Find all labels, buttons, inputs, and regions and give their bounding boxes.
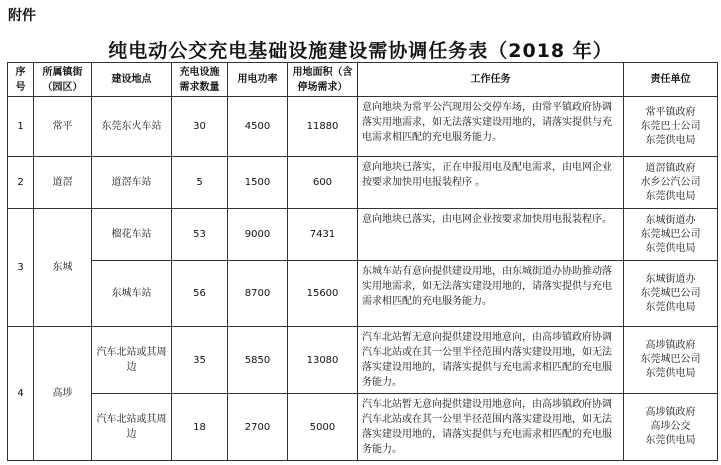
task-description: 东城车站有意向提供建设用地，由东城街道办协助推动落实用地需求，如无法落实建设用地的，请落实提供与充电需求相匹配的充电服务能力。 — [358, 261, 624, 327]
responsible-unit: 东莞供电局 — [645, 368, 696, 379]
row-number: 1 — [8, 97, 34, 157]
site-name: 东城车站 — [92, 261, 172, 327]
responsible-units — [624, 327, 718, 394]
site-name: 东莞东火车站 — [92, 97, 172, 157]
table-row — [8, 157, 718, 209]
land-area: 11880 — [288, 97, 358, 157]
header-unit: 责任单位 — [624, 63, 718, 97]
site-name: 道滘车站 — [92, 157, 172, 209]
responsible-unit: 水乡公汽公司 — [640, 176, 701, 188]
responsible-unit: 常平镇政府 — [645, 106, 696, 118]
responsible-unit: 东莞城巴公司 — [640, 287, 701, 299]
site-name: 榴花车站 — [92, 209, 172, 261]
page-title: 纯电动公交充电基础设施建设需协调任务表（2018 年） — [108, 40, 613, 62]
power-value: 5850 — [228, 327, 288, 394]
responsible-units — [624, 97, 718, 157]
responsible-unit: 东城街道办 — [645, 273, 696, 285]
site-name: 汽车北站或其周边 — [92, 394, 172, 461]
land-area: 15600 — [288, 261, 358, 327]
town-name: 常平 — [34, 97, 92, 157]
site-name: 汽车北站或其周边 — [92, 327, 172, 394]
responsible-unit: 东莞供电局 — [645, 435, 696, 446]
responsible-units — [624, 157, 718, 209]
responsible-unit: 高埗镇政府 — [645, 340, 696, 351]
task-description: 汽车北站暂无意向提供建设用地意向，由高埗镇政府协调汽车北站或在其一公里半径范围内落实建设用地，如无法落实建设用地的，请落实提供与充电需求相匹配的充电服务能力。 — [358, 327, 624, 394]
power-value: 8700 — [228, 261, 288, 327]
table-row — [8, 394, 718, 461]
power-value: 1500 — [228, 157, 288, 209]
responsible-units — [624, 394, 718, 461]
town-name: 高埗 — [34, 327, 92, 461]
power-value: 9000 — [228, 209, 288, 261]
row-number: 2 — [8, 157, 34, 209]
responsible-unit: 东莞供电局 — [645, 301, 696, 313]
facility-count: 53 — [172, 209, 228, 261]
power-value: 4500 — [228, 97, 288, 157]
responsible-unit: 东城街道办 — [645, 214, 696, 226]
responsible-unit: 东莞供电局 — [645, 242, 696, 254]
facility-count: 30 — [172, 97, 228, 157]
facility-count: 18 — [172, 394, 228, 461]
attachment-label: 附件 — [8, 8, 36, 24]
responsible-units — [624, 261, 718, 327]
responsible-unit: 高埗镇政府 — [645, 407, 696, 418]
land-area: 600 — [288, 157, 358, 209]
power-value: 2700 — [228, 394, 288, 461]
responsible-unit: 道滘镇政府 — [645, 162, 696, 174]
responsible-unit: 东莞城巴公司 — [640, 354, 701, 365]
header-power: 用电功率 — [228, 63, 288, 97]
town-name: 道滘 — [34, 157, 92, 209]
task-description: 意向地块已落实，由电网企业按要求加快用电报装程序。 — [358, 209, 624, 261]
header-site: 建设地点 — [92, 63, 172, 97]
table-row — [8, 261, 718, 327]
land-area: 13080 — [288, 327, 358, 394]
header-town: 所属镇街（园区） — [34, 63, 92, 97]
table-row — [8, 97, 718, 157]
responsible-unit: 高埗公交 — [650, 421, 691, 432]
row-number: 3 — [8, 209, 34, 327]
facility-count: 56 — [172, 261, 228, 327]
row-number: 4 — [8, 327, 34, 461]
facility-count: 35 — [172, 327, 228, 394]
table-row — [8, 209, 718, 261]
responsible-unit: 东莞城巴公司 — [640, 228, 701, 240]
responsible-unit: 东莞供电局 — [645, 190, 696, 202]
table-body — [8, 97, 718, 461]
land-area: 5000 — [288, 394, 358, 461]
header-no: 序号 — [8, 63, 34, 97]
task-description: 意向地块已落实，正在申报用电及配电需求，由电网企业按要求加快用电报装程序 。 — [358, 157, 624, 209]
task-description: 意向地块为常平公汽现用公交停车场，由常平镇政府协调落实用地需求，如无法落实建设用地的，请落实提供与充电需求相匹配的充电服务能力。 — [358, 97, 624, 157]
header-row — [8, 63, 718, 97]
table-row — [8, 327, 718, 394]
header-area: 用地面积（含停场需求） — [288, 63, 358, 97]
task-table — [7, 62, 718, 461]
task-description: 汽车北站暂无意向提供建设用地意向，由高埗镇政府协调汽车北站或在其一公里半径范围内落实建设用地，如无法落实建设用地的，请落实提供与充电需求相匹配的充电服务能力。 — [358, 394, 624, 461]
land-area: 7431 — [288, 209, 358, 261]
responsible-unit: 东莞供电局 — [645, 134, 696, 146]
responsible-units — [624, 209, 718, 261]
header-task: 工作任务 — [358, 63, 624, 97]
facility-count: 5 — [172, 157, 228, 209]
town-name: 东城 — [34, 209, 92, 327]
responsible-unit: 东莞巴士公司 — [640, 120, 701, 132]
header-count: 充电设施需求数量 — [172, 63, 228, 97]
